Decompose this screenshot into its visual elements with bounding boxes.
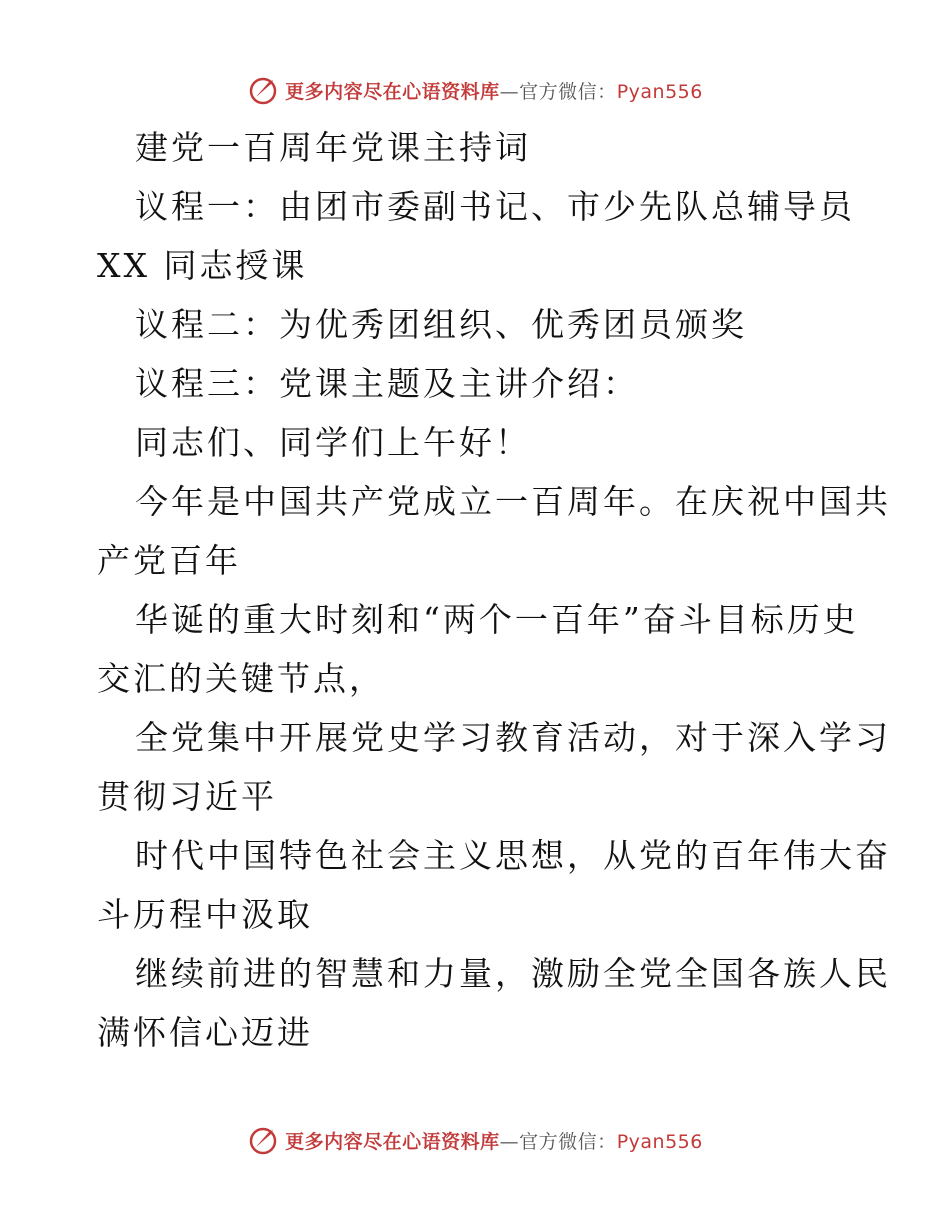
quill-pen-icon bbox=[247, 74, 279, 106]
text-line: XX 同志授课 bbox=[97, 246, 308, 285]
text-line: 产党百年 bbox=[97, 541, 241, 580]
quill-pen-icon bbox=[247, 1124, 279, 1156]
site-name: 更多内容尽在心语资料库 bbox=[285, 80, 500, 103]
banner-text bbox=[285, 1127, 703, 1154]
text-line: 满怀信心迈进 bbox=[97, 1013, 313, 1052]
document-body bbox=[97, 118, 891, 1062]
footer-banner bbox=[0, 1120, 950, 1160]
site-name: 更多内容尽在心语资料库 bbox=[285, 1130, 500, 1153]
text-line: 议程一：由团市委副书记、市少先队总辅导员 bbox=[135, 187, 855, 226]
text-line: 斗历程中汲取 bbox=[97, 895, 313, 934]
text-line: 继续前进的智慧和力量，激励全党全国各族人民 bbox=[135, 954, 891, 993]
text-line: 同志们、同学们上午好！ bbox=[135, 423, 531, 462]
text-line: 议程三：党课主题及主讲介绍： bbox=[135, 364, 639, 403]
text-line: 全党集中开展党史学习教育活动，对于深入学习 bbox=[135, 718, 891, 757]
text-line: 今年是中国共产党成立一百周年。在庆祝中国共 bbox=[135, 482, 891, 521]
text-line: 议程二：为优秀团组织、优秀团员颁奖 bbox=[135, 305, 747, 344]
wechat-id: Pyan556 bbox=[616, 80, 703, 103]
text-line: 贯彻习近平 bbox=[97, 777, 277, 816]
document-title: 建党一百周年党课主持词 bbox=[135, 128, 531, 167]
banner-dash: — bbox=[499, 80, 520, 103]
text-line: 时代中国特色社会主义思想，从党的百年伟大奋 bbox=[135, 836, 891, 875]
banner-text bbox=[285, 77, 703, 104]
wechat-id: Pyan556 bbox=[616, 1130, 703, 1153]
text-line: 交汇的关键节点， bbox=[97, 659, 385, 698]
text-line: 华诞的重大时刻和“两个一百年”奋斗目标历史 bbox=[135, 600, 859, 639]
header-banner bbox=[0, 70, 950, 110]
wechat-label: 官方微信： bbox=[519, 1130, 617, 1153]
wechat-label: 官方微信： bbox=[519, 80, 617, 103]
banner-dash: — bbox=[499, 1130, 520, 1153]
